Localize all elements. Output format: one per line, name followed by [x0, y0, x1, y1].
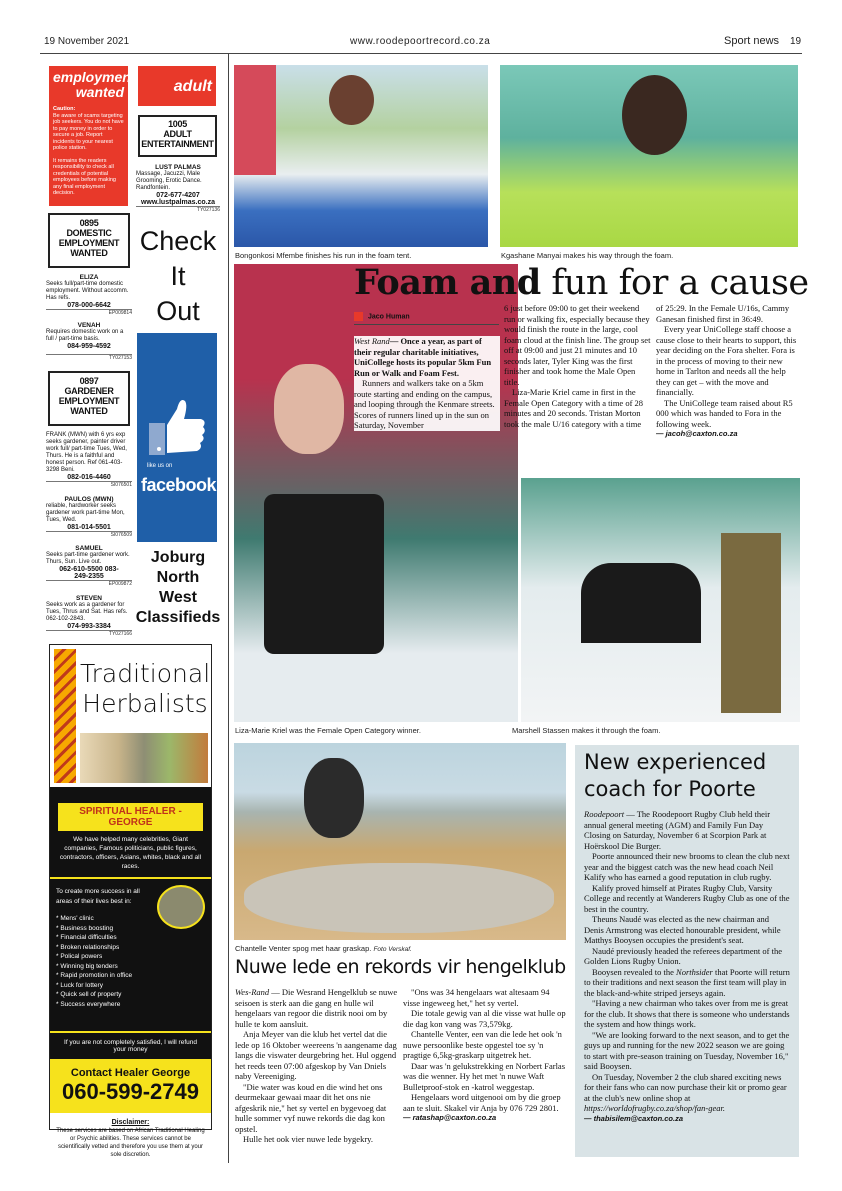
refund-note: If you are not completely satisfied, I will refund your money	[50, 1031, 211, 1059]
lead-paragraph: — Once a year, as part of their regular charitable initiatives, UniCollege hosts its popular 5km Fun Run or Walk and Foam Fest.	[354, 336, 492, 378]
employment-wanted-box	[49, 66, 136, 206]
body-paragraph: Runners and walkers take on a 5km route starting and ending on the campus, and looping through the Kenmare streets. Scores of runners lined up in the sun on Saturday, November	[354, 378, 495, 430]
ad-body: Seeks work as a gardener for Tues, Thrus and Sat. Has refs. 062-102-2843.	[46, 602, 128, 622]
ad-title: Traditional	[80, 659, 211, 688]
page-number: 19	[790, 36, 802, 47]
ad-name: STEVEN	[75, 595, 102, 602]
contact-label: Contact Healer George	[70, 1067, 191, 1079]
healer-banner: SPIRITUAL HEALER - GEORGE	[58, 803, 203, 831]
ad-phone: 078-000-6642	[67, 302, 111, 309]
ad-code: TY027153	[46, 354, 132, 362]
classified-ad	[46, 432, 132, 489]
shop-link[interactable]: https://worldofrugby.co.za/shop/fan-gear.	[584, 1103, 725, 1113]
body-paragraph: Hulle het ook vier nuwe lede bygekry.	[243, 1134, 373, 1144]
body-paragraph: Daar was 'n gelukstrekking en Norbert Farlas was die wenner. Hy het met 'n nuwe Waft Bulletproof-stok en -katrol weggestap.	[403, 1060, 566, 1092]
cat-line: ENTERTAINMENT	[141, 139, 214, 149]
ad-body: FRANK (MWN) with 6 yrs exp seeks gardener, painter driver work full/ part-time Tues, Wed, Thurs. He is a faithful and honest person. Ref 061-403-3298 Beni.	[46, 432, 127, 473]
ad-body: Requires domestic work on a full / part-time basis.	[46, 329, 124, 342]
fishing-col-2	[403, 987, 568, 1124]
body-paragraph: Die totale gewig van al die visse wat hulle op die dag kon vang was 73,579kg.	[403, 1008, 566, 1029]
classified-ad	[46, 595, 132, 638]
service-item: * Mens' clinic	[56, 915, 94, 922]
dateline: Wes-Rand	[235, 987, 270, 997]
ad-name: ELIZA	[79, 274, 99, 281]
service-item: * Success everywhere	[56, 1000, 121, 1008]
healer-intro: We have helped many celebrities, Giant companies, Famous politicians, public figures, contractors, officers, Asians, whites, black and all races.	[59, 836, 202, 870]
ad-body: Massage, Jacuzzi, Male Grooming, Erotic Dance. Randfontein.	[136, 171, 202, 191]
ad-code: EP009872	[46, 580, 132, 588]
ad-body: reliable, hardworker seeks gardener work part-time Mon, Tues, Wed.	[46, 503, 125, 523]
body-paragraph: "We are looking forward to the next season, and to get the guys up and running for the new 2022 season we are going to start with pre-season training on Tuesday, November 16," said Booysen.	[584, 1029, 790, 1071]
author-email[interactable]: — thabisilem@caxton.co.za	[584, 1113, 684, 1123]
classified-ad	[46, 496, 132, 539]
service-item: * Broken relationships	[56, 943, 120, 951]
body-paragraph: — The Roodepoort Rugby Club held their annual general meeting (AGM) and Family Fun Day Closing on Saturday, November 6 at Scorpion Park at Hoërskool Die Burger.	[584, 809, 771, 851]
fishing-headline: Nuwe lede en rekords vir hengelklub	[235, 956, 566, 978]
check-it-out-promo	[133, 224, 223, 329]
ad-name: PAULOS (MWN)	[64, 496, 114, 503]
dateline: West Rand	[354, 336, 390, 346]
cat-code: 0895	[79, 218, 99, 228]
ad-phone: 074-993-3384	[67, 623, 111, 630]
ad-name: VENAH	[77, 322, 101, 329]
byline-name: Jaco Human	[368, 313, 410, 321]
service-item: * Quick sell of property	[56, 991, 122, 998]
tribal-pattern	[54, 649, 76, 783]
cat-code: 0897	[79, 376, 99, 386]
disclaimer-heading: Disclaimer:	[111, 1119, 150, 1126]
byline-marker	[354, 312, 363, 321]
logo-line: Classifieds	[135, 609, 221, 626]
ad-code: SI076501	[46, 481, 132, 489]
classified-ad	[46, 274, 132, 317]
caution-body-2: It remains the readers responsibility to check all credentials of potential employees before making any final employment decision.	[53, 157, 116, 196]
cat-line: EMPLOYMENT	[58, 396, 120, 406]
logo-line: West	[159, 589, 197, 606]
ad-phone: 081-014-5501	[67, 524, 111, 531]
body-paragraph: Theuns Naudé was elected as the new chairman and Denis Armstrong was elected honourable president, while Matthys Booysen occupies the president's seat.	[584, 914, 781, 945]
promo-line: Check	[139, 226, 217, 256]
body-paragraph: Every year UniCollege staff choose a cause close to their hearts to support, this year deciding on the Fora shelter. Fora is in the process of moving to their new home in Tarlton and needs all the help they can get – with the move and financially.	[656, 324, 797, 397]
ad-code: EP009814	[46, 309, 132, 317]
photo-marshell-stassen	[521, 478, 800, 722]
cat-code: 1005	[168, 119, 187, 129]
like-us-text: like us on	[147, 463, 173, 469]
classified-ad	[46, 322, 132, 362]
author-email[interactable]: — jacoh@caxton.co.za	[656, 429, 738, 438]
body-paragraph: Hengelaars word uitgenooi om by die groep aan te sluit. Skakel vir Anja by 076 729 2801.	[403, 1092, 561, 1113]
section-name: Sport news	[724, 35, 780, 47]
site-url[interactable]: www.roodepoortrecord.co.za	[350, 36, 491, 47]
foam-col-2	[504, 303, 652, 429]
byline	[354, 312, 499, 325]
photo-kgashane-manyai	[500, 65, 798, 247]
poorte-headline: New experienced coach for Poorte	[584, 750, 767, 801]
jnw-classifieds-logo	[133, 548, 223, 628]
logo-line: Joburg	[150, 549, 206, 566]
body-text: that Poorte will return to their traditions and next season the first team will play in the black-and-white striped jerseys again.	[584, 966, 790, 998]
poorte-story-box	[575, 745, 799, 1157]
body-paragraph: — Die Wesrand Hengelklub se nuwe seisoen is sterk aan die gang en hulle wil hengelaars van regoor die distrik nooi om by hulle te kom aansluit.	[235, 987, 398, 1029]
body-text: Booysen revealed to the	[592, 966, 677, 977]
photo-caption: Bongonkosi Mfembe finishes his run in the foam tent.	[235, 251, 412, 260]
fishing-col-1	[235, 987, 399, 1145]
promo-line: Out	[156, 296, 200, 326]
body-paragraph: "Having a new chairman who takes over from me is great for the club. It shows that there is someone who understands the system and how things work.	[584, 998, 790, 1029]
facebook-wordmark: facebook	[141, 475, 217, 495]
foam-headline	[354, 262, 809, 304]
category-0895	[48, 213, 130, 268]
animal-image	[157, 885, 205, 929]
foam-col-1	[354, 336, 500, 431]
body-paragraph: The UniCollege team raised about R5 000 which was handed to Fora in the following week.	[656, 397, 793, 429]
employment-title: employment	[53, 69, 136, 85]
body-paragraph: Kalify proved himself at Pirates Rugby Club, Varsity College and recently at Wanderers Rugby Club as one of the best in the country.	[584, 882, 790, 914]
cat-line: DOMESTIC	[66, 228, 112, 238]
ad-phone: 062-610-5500 083-249-2355	[59, 566, 119, 580]
body-paragraph: Chantelle Venter, een van die lede het ook 'n nuwe persoonlike beste opgestel toe sy 'n pragtige 6,5kg-graskarp uitgetrek het.	[403, 1029, 562, 1060]
ad-code: TY027136	[136, 206, 220, 214]
thumbs-up-icon	[147, 395, 207, 457]
service-item: * Rapid promotion in office	[56, 972, 133, 979]
issue-date: 19 November 2021	[44, 36, 130, 47]
ad-name: SAMUEL	[75, 545, 103, 552]
wanted-title: wanted	[75, 84, 124, 100]
body-paragraph: Anja Meyer van die klub het vertel dat die lede op 16 Oktober weereens 'n aangename dag langs die viswater deurgebring het. Hul oggend het reeds teen 07:00 afgeskop by Van Dniels naby Vereeniging.	[235, 1029, 397, 1081]
ad-body: Seeks part-time gardener work. Thurs, Sun. Live out.	[46, 552, 130, 565]
service-item: * Financial difficulties	[56, 934, 117, 941]
foam-col-3	[656, 303, 802, 440]
service-item: * Business boosting	[56, 924, 114, 932]
photo-caption: Marshell Stassen makes it through the foam.	[512, 726, 661, 735]
body-paragraph: Poorte announced their new brooms to clean the club next year and the biggest catch was the new head coach Neil Kalify who has earned a good reputation in club rugby.	[584, 851, 790, 882]
cat-line: WANTED	[70, 406, 108, 416]
classified-ad	[136, 164, 220, 214]
publication-name: Northsider	[676, 966, 713, 977]
cat-line: EMPLOYMENT	[58, 238, 120, 248]
ad-website[interactable]: www.lustpalmas.co.za	[140, 199, 216, 206]
cat-line: ADULT	[163, 129, 192, 139]
logo-line: North	[156, 569, 200, 586]
healer-advert	[49, 644, 212, 1158]
headline-bold: Foam and	[354, 262, 541, 303]
cat-line: WANTED	[70, 248, 108, 258]
promo-line: It	[170, 261, 186, 291]
ad-title: Herbalists	[82, 689, 208, 718]
photo-credit: Foto Verskaf.	[373, 946, 412, 953]
ad-phone: 084-959-4592	[67, 343, 111, 350]
photo-bongonkosi-mfembe	[234, 65, 488, 247]
photo-caption: Kgashane Manyai makes his way through the foam.	[501, 251, 674, 260]
photo-caption: Liza-Marie Kriel was the Female Open Category winner.	[235, 726, 421, 735]
headline-rest: fun for a cause	[540, 263, 809, 303]
body-paragraph: 6 just before 09:00 to get their weekend run or walking fix, especially because they would finish the route in the large, cool foam cloud at the finish line. The group set off at 09:00 and just 21 minutes and 10 seconds later, Tyler King was the first finisher and took home the Male Open title.	[504, 303, 651, 387]
ad-name: LUST PALMAS	[155, 164, 201, 171]
photo-caption	[235, 944, 412, 953]
ad-code: TY027166	[46, 630, 132, 638]
service-item: * Polical powers	[56, 953, 103, 960]
caution-body: Be aware of scams targeting job seekers. You do not have to pay money in order to secure a job. Report incidents to your nearest police station.	[53, 112, 124, 151]
body-paragraph: Naudé previously headed the referees department of the Golden Lions Rugby Union.	[584, 945, 782, 966]
photo-liza-marie-kriel	[234, 264, 518, 722]
photo-chantelle-venter-fish	[234, 743, 566, 940]
adult-header: adult	[138, 66, 216, 106]
body-text: On Tuesday, November 2 the club shared exciting news for their fans who can now purchase their kit or promo gear at the club's new online shop at	[584, 1071, 787, 1103]
caution-head: Caution:	[53, 106, 76, 112]
header-rule	[40, 53, 802, 54]
body-paragraph: of 25:29. In the Female U/16s, Cammy Ganesan finished first in 36:49.	[656, 303, 790, 324]
healer-lead: To create more success in all areas of their lives best in:	[56, 888, 140, 905]
ad-phone: 072-677-4207	[156, 192, 200, 199]
facebook-promo[interactable]	[137, 333, 217, 542]
ad-code: SI076509	[46, 531, 132, 539]
service-item: * Luck for lottery	[56, 981, 103, 989]
herbs-image	[80, 733, 208, 783]
classified-ad	[46, 545, 132, 588]
ad-phone: 082-016-4460	[67, 474, 111, 481]
body-paragraph: "Die water was koud en die wind het ons deurmekaar gewaai maar dit het ons nie afgeskrik nie," het sy vertel en bygevoeg dat hulle sommer vyf nuwe rekords die dag kon opstel.	[235, 1081, 387, 1134]
ad-body: Seeks full/part-time domestic employment. Without accomm. Has refs.	[46, 281, 129, 301]
category-1005	[138, 115, 217, 157]
dateline: Roodepoort	[584, 809, 625, 819]
body-paragraph: Liza-Marie Kriel came in first in the Female Open Category with a time of 28 minutes and 20 seconds. Tristan Morton took the male U/16 category with a time	[504, 387, 644, 429]
category-0897	[48, 371, 130, 426]
caption-text: Chantelle Venter spog met haar graskap.	[235, 944, 372, 953]
body-paragraph: "Ons was 34 hengelaars wat altesaam 94 visse ingeweeg het," het sy vertel.	[403, 987, 550, 1008]
contact-phone: 060-599-2749	[61, 1079, 199, 1104]
column-divider	[228, 53, 229, 1163]
author-email[interactable]: — ratashap@caxton.co.za	[403, 1113, 497, 1122]
cat-line: GARDENER	[64, 386, 114, 396]
service-item: * Winning big tenders	[56, 962, 118, 970]
disclaimer-text: These services are based on African Traditional Healing or Psychic abilities. These services cannot be scientifically vetted and therefore you use them at your sole discretion.	[56, 1128, 205, 1158]
